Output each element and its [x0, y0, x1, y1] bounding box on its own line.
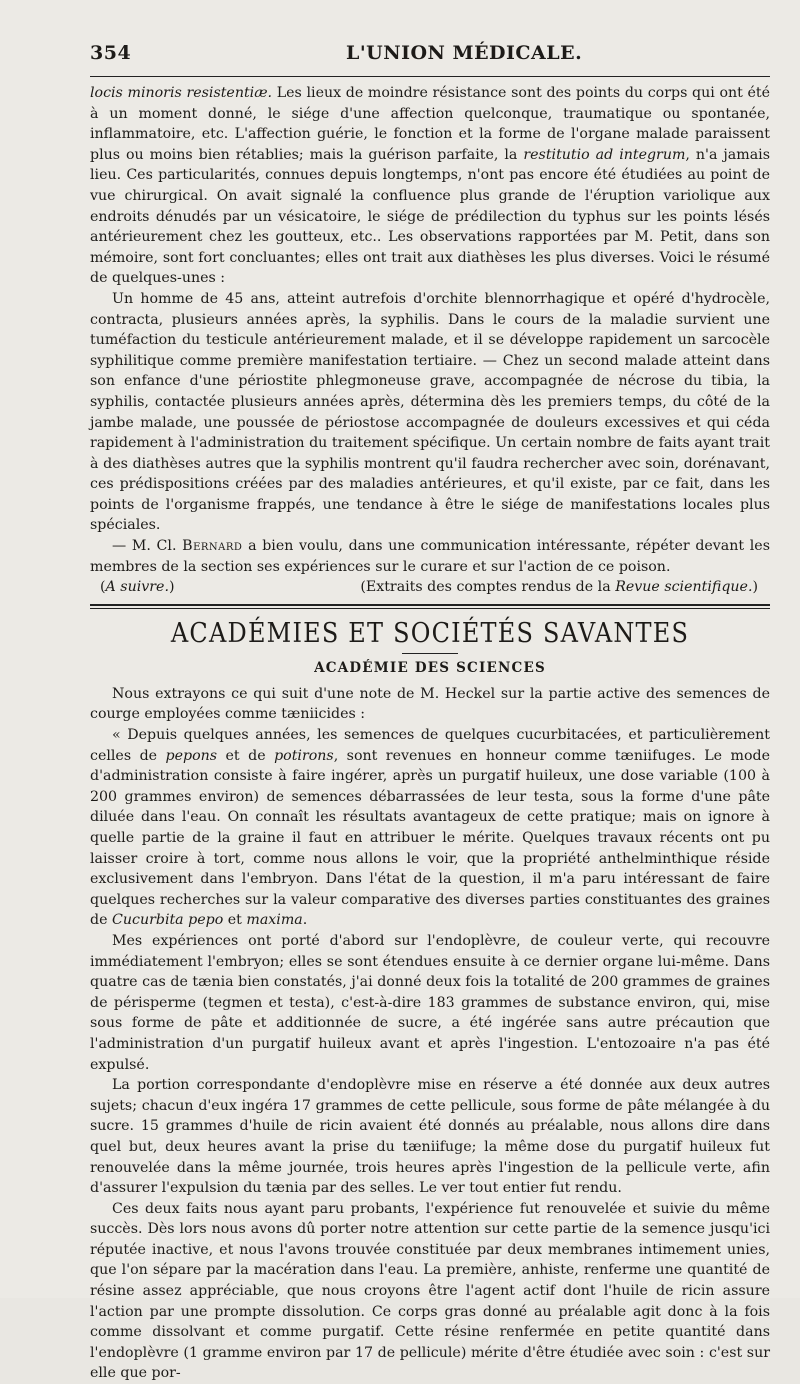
attribution-line: [90, 577, 770, 598]
section-divider: [90, 604, 770, 609]
paragraph-locis: [90, 83, 770, 289]
header-rule: [90, 76, 770, 77]
text-segment: et: [223, 912, 247, 929]
text-segment: .: [302, 912, 308, 929]
section-title: ACADÉMIES ET SOCIÉTÉS SAVANTES: [170, 617, 690, 649]
subsection-title: ACADÉMIE DES SCIENCES: [314, 659, 546, 676]
journal-title: L'UNION MÉDICALE.: [346, 42, 583, 64]
paragraph-intro-heckel: Nous extrayons ce qui suit d'une note de M. Heckel sur la partie active des semences de courge employées comme tæniicides :: [90, 685, 770, 723]
italic-segment: restitutio ad integrum: [523, 146, 686, 163]
italic-segment: potirons: [274, 747, 334, 764]
italic-segment: Cucurbita pepo: [112, 912, 224, 929]
paragraph-conclusion: Ces deux faits nous ayant paru probants, l'expérience fut renouvelée et suivie du même succès. Dès lors nous avons dû porter notre attention sur cette partie de la semence jusqu'ici réputée inactive, et nous l'avons trouvée constituée par deux membranes intimement unies, que l'on sépare par la macération dans l'eau. La première, anhiste, renferme une quantité de résine assez appréciable, que nous croyons être l'agent actif dont l'huile de ricin assure l'action par une prompte dissolution. Ce corps gras donné au préalable agit donc à la fois comme dissolvant et comme purgatif. Cette résine renfermée en petite quantité dans l'endoplèvre (1 gramme environ par 17 de pellicule) mérite d'être étudiée avec soin : c'est sur elle que por-: [90, 1200, 770, 1382]
page-number: 354: [90, 42, 132, 64]
paragraph-case-report: Un homme de 45 ans, atteint autrefois d'orchite blennorrhagique et opéré d'hydrocèle, contracta, plusieurs années après, la syphilis. Dans le cours de la maladie survient une tuméfaction du testicule antérieurement malade, et il se développe rapidement un sarcocèle syphilitique comme première manifestation tertiaire. — Chez un second malade atteint dans son enfance d'une périostite phlegmoneuse grave, accompagnée de nécrose du tibia, la syphilis, contactée plusieurs années après, détermina dès les premiers temps, du côté de la jambe malade, une poussée de périostose accompagnée de douleurs excessives et qui céda rapidement à l'administration du traitement spécifique. Un certain nombre de faits ayant trait à des diathèses autres que la syphilis montrent qu'il faudra rechercher avec soin, dorénavant, ces prédispositions créées par des maladies antérieures, et qu'il existe, par ce fait, dans les points de l'organisme frappés, une tendance à être le siége de manifestations locales plus spéciales.: [90, 290, 770, 534]
lead-italic: locis minoris resistentiæ.: [90, 85, 273, 101]
text-segment: , sont revenues en honneur comme tæniifuges. Le mode d'administration consiste à faire ingérer, après un purgatif huileux, une dose variable (100 à 200 grammes environ) de semences débarrassées de leur testa, sous la forme d'une pâte diluée dans l'eau. On connaît les résultats avantageux de cette pratique; mais on ignore à quelle partie de la graine il faut en attribuer le mérite. Quelques travaux récents ont pu laisser croire à tort, comme nous allons le voir, que la propriété anthelminthique réside exclusivement dans l'embryon. Dans l'état de la question, il m'a paru intéressant de faire quelques recherches sur la valeur comparative des diverses parties constituantes des graines de: [90, 747, 770, 929]
paragraph-endopleure: La portion correspondante d'endoplèvre mise en réserve a été donnée aux deux autres sujets; chacun d'eux ingéra 17 grammes de cette pellicule, sous forme de pâte mélangée à du sucre. 15 grammes d'huile de ricin avaient été donnés au préalable, nous allons dire dans quel but, deux heures avant la prise du tæniifuge; la même dose du purgatif huileux fut renouvelée dans la même journée, trois heures après l'ingestion de la pellicule verte, afin d'assurer l'expulsion du tænia par des selles. Le ver tout entier fut rendu.: [90, 1077, 770, 1197]
italic-segment: maxima: [246, 912, 303, 929]
author-name: Bernard: [182, 538, 243, 555]
paragraph-quote-start: [90, 725, 770, 931]
paragraph-experiences: Mes expériences ont porté d'abord sur l'endoplèvre, de couleur verte, qui recouvre immédiatement l'embryon; elles se sont étendues ensuite à ce dernier organe lui-même. Dans quatre cas de tænia bien constatés, j'ai donné deux fois la totalité de 200 grammes de graines de périsperme (tegmen et testa), c'est-à-dire 183 grammes de substance environ, qui, mise sous forme de pâte et additionnée de sucre, a été ingérée sans autre précaution que l'administration d'un purgatif huileux avant et après l'ingestion. L'entozoaire n'a pas été expulsé.: [90, 932, 770, 1073]
paragraph-bernard: [90, 536, 770, 577]
text-segment: , n'a jamais lieu. Ces particularités, connues depuis longtemps, n'ont pas encore été étudiées au point de vue chirurgical. On avait signalé la confluence plus grande de l'éruption variolique aux endroits dénudés par un vésicatoire, le siége de prédilection du typhus sur les points lésés antérieurement chez les goutteux, etc.. Les observations rapportées par M. Petit, dans son mémoire, sont fort concluantes; elles ont trait aux diathèses les plus diverses. Voici le résumé de quelques-unes :: [90, 146, 770, 287]
text-segment: « Depuis quelques années, les semences de quelques cucurbitacées, et particulièrement celles de: [90, 727, 770, 764]
running-head: [90, 36, 770, 66]
source-credit: (Extraits des comptes rendus de la Revue scientifique.): [360, 579, 758, 596]
italic-segment: pepons: [165, 747, 218, 764]
text-segment: a bien voulu, dans une communication intéressante, répéter devant les membres de la section ses expériences sur le curare et sur l'action de ce poison.: [90, 538, 770, 575]
text-segment: — M. Cl.: [112, 538, 183, 555]
text-segment: Les lieux de moindre résistance sont des points du corps qui ont été à un moment donné, le siége d'une affection quelconque, traumatique ou spontanée, inflammatoire, etc. L'affection guérie, le fonction et la forme de l'organe malade paraissent plus ou moins bien rétablies; mais la guérison parfaite, la: [90, 85, 771, 163]
short-rule: [402, 653, 458, 654]
to-be-continued: (A suivre.): [100, 579, 175, 596]
text-segment: et de: [217, 747, 275, 764]
